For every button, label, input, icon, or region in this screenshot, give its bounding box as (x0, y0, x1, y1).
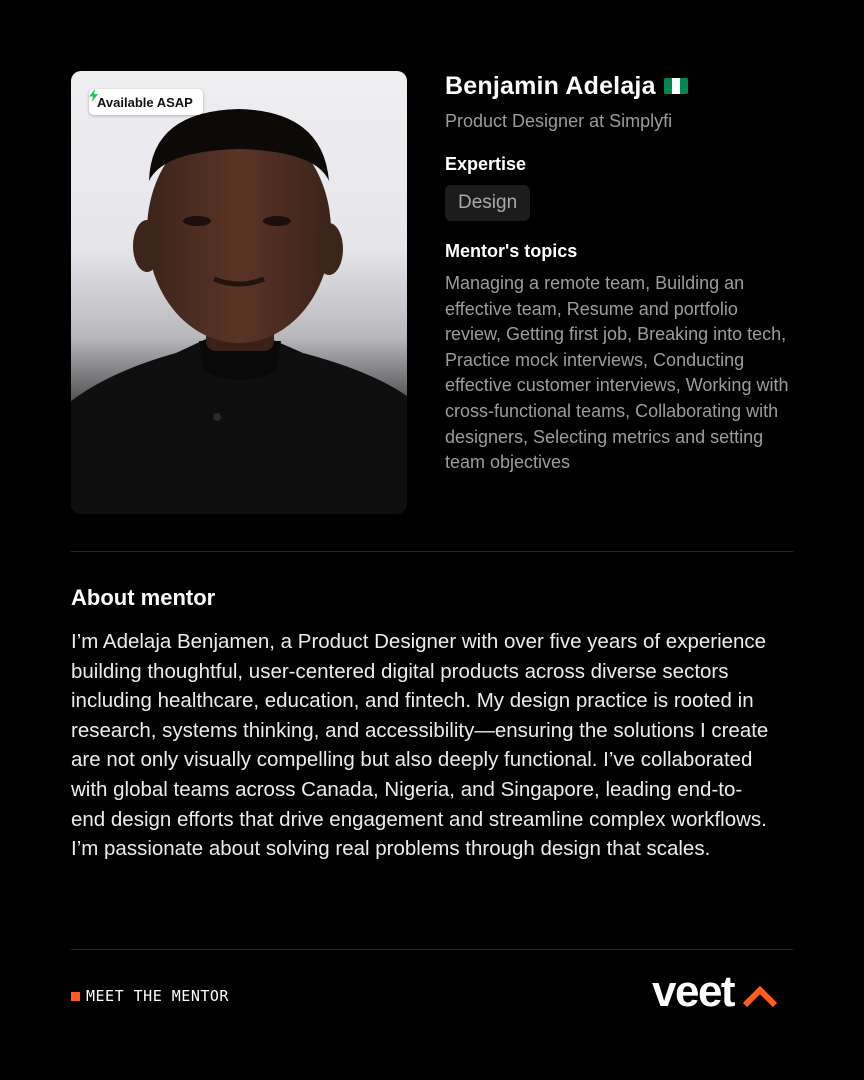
lightning-bolt-icon (89, 89, 98, 102)
mentor-role: Product Designer at Simplyfi (445, 111, 673, 131)
availability-badge (89, 89, 203, 115)
chevron-up-icon (742, 984, 778, 1008)
expertise-heading: Expertise (445, 154, 527, 174)
about-text: I’m Adelaja Benjamen, a Product Designer with over five years of experience building thoughtful, user-centered digital products across diverse sectors including healthcare, education, and fintech. My design practice is rooted in research, systems thinking, and accessibility—ensuring the solutions I create are not only visually compelling but also deeply functional. I’ve collaborated with global teams across Canada, Nigeria, and Singapore, leading end-to-end design efforts that drive engagement and streamline complex workflows. I’m passionate about solving real problems through design that scales. (71, 630, 769, 861)
availability-label: Available ASAP (97, 94, 193, 110)
expertise-chip: Design (445, 185, 530, 221)
divider (71, 949, 793, 950)
divider (71, 551, 793, 552)
footer-tag (71, 987, 229, 1005)
mentor-name: Benjamin Adelaja (445, 71, 656, 100)
name-row (445, 71, 805, 101)
mentor-photo (71, 71, 407, 514)
nigeria-flag-icon (664, 78, 688, 94)
brand-wordmark: veet (652, 967, 735, 1016)
topics-list: Managing a remote team, Building an effective team, Resume and portfolio review, Getting first job, Breaking into tech, Practice mock interviews, Conducting effective customer interviews, Working with cross-functional teams, Collaborating with designers, Selecting metrics and setting team objectives (445, 273, 789, 473)
topics-heading: Mentor's topics (445, 241, 578, 261)
brand-logo (652, 967, 778, 1016)
footer-tag-label: MEET THE MENTOR (86, 987, 229, 1005)
portrait-illustration (71, 71, 407, 514)
mentor-info (445, 71, 805, 476)
about-heading: About mentor (71, 585, 216, 610)
orange-square-icon (71, 992, 80, 1001)
